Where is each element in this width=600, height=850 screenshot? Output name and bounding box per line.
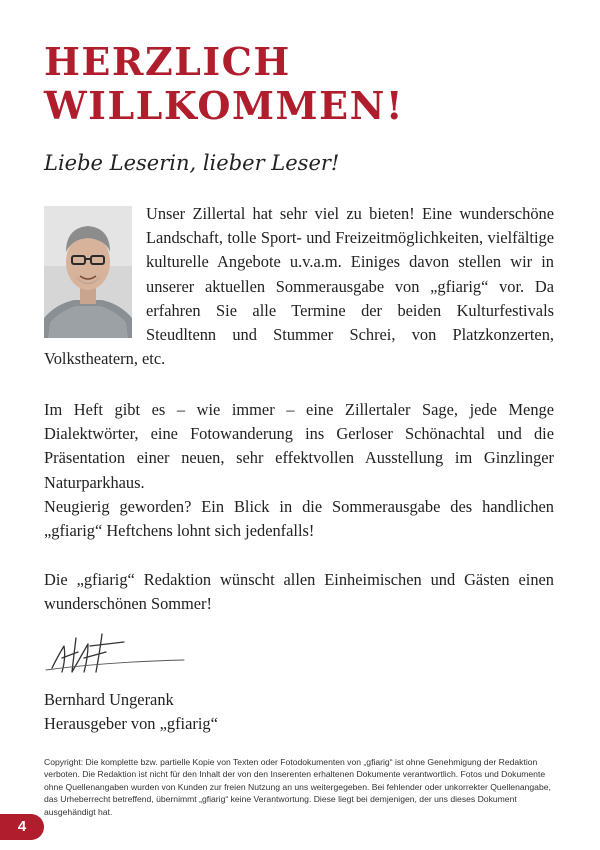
greeting: Liebe Leserin, lieber Leser! xyxy=(44,151,340,175)
intro-text: Unser Zillertal hat sehr viel zu bieten! Eine wunderschöne Landschaft, tolle Sport- und Freizeitmöglichkeiten, vielfältige kulturelle Angebote u.v.a.m. Einiges davon stellen wir in unserer aktuellen Sommerausgabe von „gfiarig“ vor. Da erfahren Sie alle Termine der beiden Kulturfestivals Steudltenn und Stummer Schrei, von Platzkonzerten, Volkstheatern, etc. xyxy=(44,204,554,369)
signature-name: Bernhard Ungerank xyxy=(44,690,174,709)
title-line-2: WILLKOMMEN! xyxy=(44,83,405,128)
page-title xyxy=(44,40,404,128)
portrait-icon xyxy=(44,206,132,338)
intro-paragraph xyxy=(44,202,554,371)
content-paragraph xyxy=(44,398,554,543)
title-line-1: HERZLICH xyxy=(44,39,291,84)
page-number-badge: 4 xyxy=(0,814,44,840)
signature-image xyxy=(44,628,194,678)
content-text-1: Im Heft gibt es – wie immer – eine Zillertaler Sage, jede Menge Dialektwörter, eine Fotowanderung ins Gerloser Schönachtal und die Präsentation einer neuen, sehr effektvollen Ausstellung im Ginzlinger Naturparkhaus. xyxy=(44,400,554,492)
content-text-2: Neugierig geworden? Ein Blick in die Sommerausgabe des handlichen „gfiarig“ Heftchens lohnt sich jedenfalls! xyxy=(44,496,554,541)
portrait-photo xyxy=(44,206,132,338)
signature-role: Herausgeber von „gfiarig“ xyxy=(44,714,218,733)
closing-paragraph: Die „gfiarig“ Redaktion wünscht allen Einheimischen und Gästen einen wunderschönen Sommer! xyxy=(44,570,554,614)
copyright-notice: Copyright: Die komplette bzw. partielle Kopie von Texten oder Fotodokumenten von „gfiarig“ ist ohne Genehmigung der Redaktion verboten. Die Redaktion ist nicht für den Inhalt der von den Inserenten erhaltenen Dokumente verantwortlich. Fotos und Dokumente ohne Quellenangaben wurden von Kunden zur freien Nutzung an uns weitergegeben. Bei fehlender oder unkorrekter Quellenangabe, das Urheberrecht betreffend, übernimmt „gfiarig“ keine Verantwortung. Diese liegt bei demjenigen, der uns dieses Dokument ausgehändigt hat. xyxy=(44,757,551,817)
